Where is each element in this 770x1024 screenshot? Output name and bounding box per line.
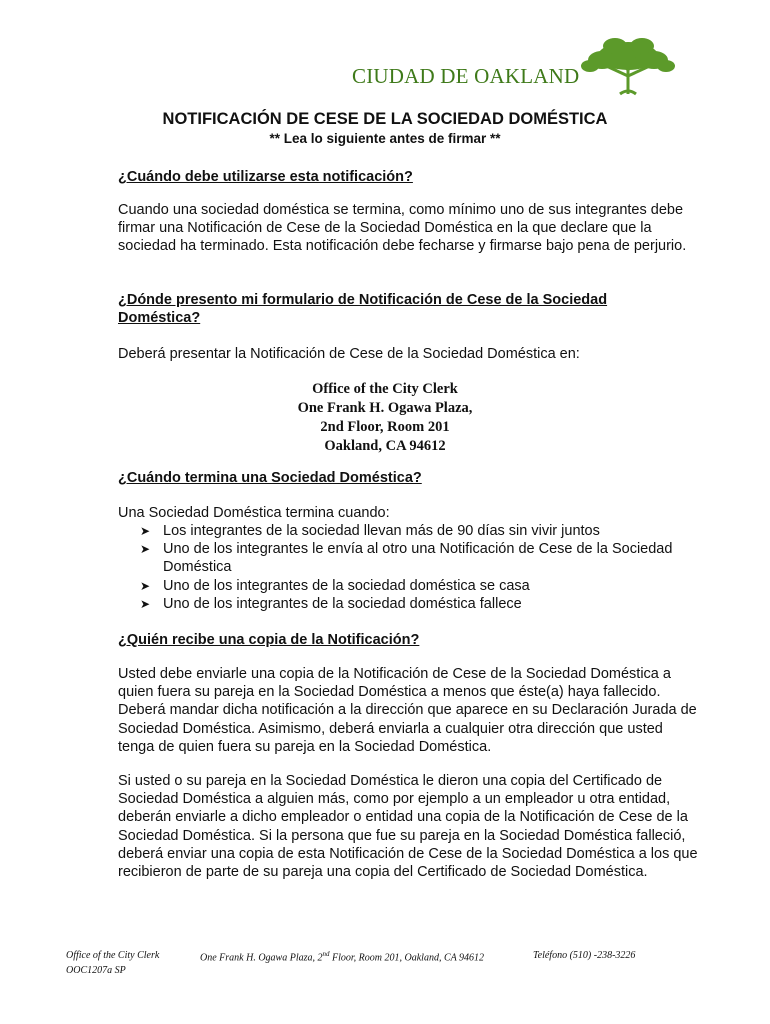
footer-office: Office of the City Clerk: [66, 950, 160, 961]
list-item: [140, 540, 700, 576]
section-paragraph: Cuando una sociedad doméstica se termina, como mínimo uno de sus integrantes debe firmar una Notificación de Cese de la Sociedad Doméstica en la que declare que la sociedad ha terminado. Esta notificación debe fecharse y firmarse bajo pena de perjurio.: [118, 202, 687, 255]
footer-phone: Teléfono (510) -238-3226: [533, 950, 636, 961]
footer-address-pre: One Frank H. Ogawa Plaza, 2: [200, 952, 323, 964]
list-item: [140, 522, 700, 540]
arrow-bullet-icon: ➤: [140, 542, 151, 557]
address-line: Office of the City Clerk: [312, 381, 458, 397]
list-item-text: Los integrantes de la sociedad llevan más de 90 días sin vivir juntos: [163, 523, 600, 539]
list-item-text: Uno de los integrantes le envía al otro una Notificación de Cese de la Sociedad Doméstica: [163, 541, 673, 576]
section-paragraph: Si usted o su pareja en la Sociedad Doméstica le dieron una copia del Certificado de Sociedad Doméstica a alguien más, como por ejemplo a un empleador u otra entidad, deberán enviarle a dicho empleador o entidad una copia de la Notificación de Cese de la Sociedad Doméstica. Si la persona que fue su pareja en la Sociedad Doméstica falleció, deberá enviar una copia de esta Notificación de Cese de la Sociedad Doméstica a los que recibieron de parte de su pareja una copia del Certificado de Sociedad Doméstica.: [118, 773, 698, 881]
section-heading: ¿Cuándo termina una Sociedad Doméstica?: [118, 470, 422, 486]
address-line: One Frank H. Ogawa Plaza,: [297, 400, 473, 416]
list-item-text: Uno de los integrantes de la sociedad doméstica se casa: [163, 577, 530, 594]
list-item: [140, 595, 700, 613]
arrow-bullet-icon: ➤: [140, 596, 151, 611]
section-heading: ¿Cuándo debe utilizarse esta notificación?: [118, 169, 413, 185]
section-paragraph: Deberá presentar la Notificación de Cese de la Sociedad Doméstica en:: [118, 346, 580, 362]
clerk-address: [0, 380, 770, 456]
section-paragraph: Usted debe enviarle una copia de la Notificación de Cese de la Sociedad Doméstica a quien fuera su pareja en la Sociedad Doméstica a menos que éste(a) haya fallecido. Deberá mandar dicha notificación a la dirección que aparece en su Declaración Jurada de Sociedad Doméstica. Asimismo, deberá enviarla a cualquier otra dirección que usted tenga de quien fuera su pareja en la Sociedad Doméstica.: [118, 666, 697, 755]
oak-tree-icon: [580, 36, 676, 96]
footer-address-post: Floor, Room 201, Oakland, CA 94612: [329, 952, 485, 964]
page-title: NOTIFICACIÓN DE CESE DE LA SOCIEDAD DOMÉSTICA: [162, 110, 608, 128]
footer-address-sup: nd: [322, 950, 330, 958]
section-heading: ¿Quién recibe una copia de la Notificación?: [118, 632, 420, 648]
section-paragraph: Una Sociedad Doméstica termina cuando:: [118, 505, 390, 521]
org-name: CIUDAD DE OAKLAND: [352, 64, 580, 88]
footer-address: [200, 950, 484, 963]
list-item-text: Uno de los integrantes de la sociedad doméstica fallece: [163, 595, 522, 612]
address-line: 2nd Floor, Room 201: [320, 419, 450, 435]
termination-list: [140, 522, 700, 613]
footer-form-code: OOC1207a SP: [66, 965, 126, 976]
arrow-bullet-icon: ➤: [140, 524, 151, 538]
page-subtitle: ** Lea lo siguiente antes de firmar **: [269, 131, 501, 146]
address-line: Oakland, CA 94612: [324, 438, 446, 454]
section-heading: ¿Dónde presento mi formulario de Notificación de Cese de la Sociedad Doméstica?: [118, 292, 608, 326]
arrow-bullet-icon: ➤: [140, 578, 151, 593]
list-item: [140, 577, 700, 595]
